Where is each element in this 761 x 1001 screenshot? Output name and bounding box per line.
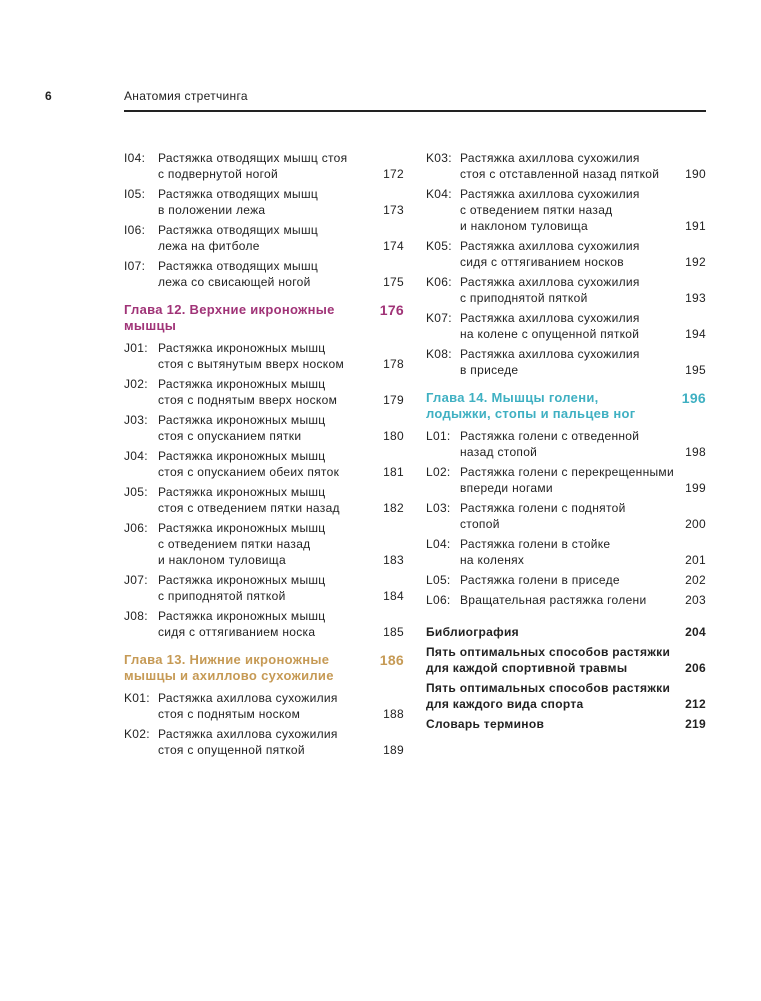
toc-entry[interactable] [124,690,404,722]
entry-text-line: Растяжка ахиллова сухожилия [460,275,640,289]
toc-entry[interactable] [124,608,404,640]
entry-text-line: Растяжка икроножных мышц [158,449,326,463]
entry-code: K05: [426,239,452,253]
entry-code: J02: [124,377,148,391]
toc-entry[interactable] [426,150,706,182]
entry-text-line: Растяжка отводящих мышц [158,259,319,273]
entry-text-line: на коленях [460,553,525,567]
chapter-page-ref: 186 [379,652,404,668]
page-ref: 174 [383,239,404,253]
backmatter-entry[interactable] [426,680,706,712]
entry-text-line: стоя с опусканием обеих пяток [158,465,340,479]
page-ref: 183 [383,553,404,567]
entry-text-line: назад стопой [460,445,538,459]
chapter-title-line: Глава 13. Нижние икроножные [124,652,330,667]
backmatter-text-line: Пять оптимальных способов растяжки [426,645,671,659]
page-ref: 173 [383,203,404,217]
page-ref: 188 [383,707,404,721]
chapter-title-line: Глава 14. Мышцы голени, [426,390,599,405]
toc-entry[interactable] [426,536,706,568]
entry-code: J07: [124,573,148,587]
chapter-title-line: мышцы и ахиллово сухожилие [124,668,334,683]
entry-text-line: впереди ногами [460,481,553,495]
entry-text-line: Растяжка икроножных мышц [158,485,326,499]
spacer [426,612,706,624]
toc-group-j [124,340,404,640]
entry-text-line: Растяжка отводящих мышц [158,223,319,237]
running-title: Анатомия стретчинга [124,89,248,103]
entry-code: K03: [426,151,452,165]
entry-code: K08: [426,347,452,361]
entry-text-line: с отведением пятки назад [460,203,613,217]
entry-text-line: Растяжка отводящих мышц [158,187,319,201]
toc-entry[interactable] [426,572,706,588]
header-rule [124,110,706,112]
toc-entry[interactable] [426,464,706,496]
page-ref: 202 [685,573,706,587]
page-ref: 184 [383,589,404,603]
entry-code: L06: [426,593,451,607]
entry-text-line: Растяжка ахиллова сухожилия [460,347,640,361]
page-ref: 190 [685,167,706,181]
backmatter-text-line: для каждого вида спорта [426,697,584,711]
toc-entry[interactable] [124,186,404,218]
entry-code: K04: [426,187,452,201]
entry-text-line: Растяжка ахиллова сухожилия [158,727,338,741]
entry-text-line: стоя с поднятым вверх носком [158,393,338,407]
entry-text-line: Растяжка ахиллова сухожилия [460,151,640,165]
chapter-page-ref: 176 [379,302,404,318]
toc-entry[interactable] [124,448,404,480]
entry-text-line: стоя с опусканием пятки [158,429,302,443]
page-ref: 195 [685,363,706,377]
entry-text-line: с отведением пятки назад [158,537,311,551]
entry-text-line: стоя с отставленной назад пяткой [460,167,660,181]
entry-text-line: в положении лежа [158,203,266,217]
page-ref: 198 [685,445,706,459]
toc-entry[interactable] [124,572,404,604]
backmatter-text-line: Словарь терминов [426,717,545,731]
toc-entry[interactable] [124,258,404,290]
toc-right-column [426,150,706,736]
entry-text-line: и наклоном туловища [460,219,588,233]
page-ref: 179 [383,393,404,407]
entry-code: J05: [124,485,148,499]
page-number: 6 [45,89,52,103]
entry-code: I04: [124,151,146,165]
entry-code: J01: [124,341,148,355]
entry-text-line: сидя с оттягиванием носка [158,625,316,639]
entry-code: L05: [426,573,451,587]
page-ref: 175 [383,275,404,289]
toc-entry[interactable] [426,500,706,532]
entry-code: L02: [426,465,451,479]
entry-text-line: Растяжка ахиллова сухожилия [460,311,640,325]
entry-text-line: Растяжка ахиллова сухожилия [460,239,640,253]
page-ref: 181 [383,465,404,479]
toc-entry[interactable] [426,186,706,234]
toc-entry[interactable] [426,592,706,608]
toc-entry[interactable] [426,310,706,342]
entry-text-line: лежа на фитболе [158,239,260,253]
chapter-12-heading[interactable] [124,302,404,334]
entry-text-line: в приседе [460,363,519,377]
page-ref: 182 [383,501,404,515]
chapter-13-heading[interactable] [124,652,404,684]
toc-entry[interactable] [124,726,404,758]
entry-code: I07: [124,259,146,273]
toc-entry[interactable] [124,376,404,408]
entry-text-line: Растяжка голени с отведенной [460,429,640,443]
toc-entry[interactable] [426,346,706,378]
toc-group-k-right [426,150,706,378]
entry-text-line: Растяжка ахиллова сухожилия [158,691,338,705]
entry-text-line: Растяжка отводящих мышц стоя [158,151,348,165]
entry-text-line: Растяжка голени с поднятой [460,501,626,515]
entry-text-line: стопой [460,517,500,531]
backmatter-text-line: Пять оптимальных способов растяжки [426,681,671,695]
backmatter-entry[interactable] [426,624,706,640]
page-ref: 212 [685,697,706,711]
entry-code: J04: [124,449,148,463]
entry-text-line: и наклоном туловища [158,553,286,567]
backmatter-entry[interactable] [426,644,706,676]
entry-code: I06: [124,223,146,237]
page-ref: 178 [383,357,404,371]
page-ref: 193 [685,291,706,305]
entry-code: J08: [124,609,148,623]
page-ref: 204 [685,625,706,639]
page-ref: 192 [685,255,706,269]
toc-entry[interactable] [124,520,404,568]
entry-code: K02: [124,727,150,741]
entry-text-line: Растяжка икроножных мышц [158,521,326,535]
entry-text-line: Растяжка икроножных мышц [158,377,326,391]
entry-text-line: Растяжка ахиллова сухожилия [460,187,640,201]
chapter-14-heading[interactable] [426,390,706,422]
entry-text-line: Растяжка голени в стойке [460,537,611,551]
entry-text-line: с подвернутой ногой [158,167,279,181]
toc-entry[interactable] [124,222,404,254]
toc-group-k-left [124,690,404,758]
page-ref: 185 [383,625,404,639]
backmatter-text-line: Библиография [426,625,519,639]
entry-code: L03: [426,501,451,515]
entry-code: L04: [426,537,451,551]
entry-text-line: Растяжка икроножных мышц [158,341,326,355]
entry-text-line: с приподнятой пяткой [158,589,286,603]
entry-text-line: на колене с опущенной пяткой [460,327,640,341]
entry-code: K06: [426,275,452,289]
toc-group-l [426,428,706,608]
toc-entry[interactable] [426,238,706,270]
page-ref: 172 [383,167,404,181]
entry-text-line: Растяжка голени с перекрещенными [460,465,674,479]
entry-text-line: лежа со свисающей ногой [158,275,311,289]
toc-entry[interactable] [124,150,404,182]
chapter-title-line: Глава 12. Верхние икроножные [124,302,335,317]
entry-text-line: сидя с оттягиванием носков [460,255,624,269]
entry-text-line: Растяжка икроножных мышц [158,609,326,623]
entry-code: L01: [426,429,451,443]
toc-group-i [124,150,404,290]
page-ref: 199 [685,481,706,495]
entry-text-line: с приподнятой пяткой [460,291,588,305]
entry-text-line: стоя с отведением пятки назад [158,501,340,515]
page-ref: 201 [685,553,706,567]
toc-left-column [124,150,404,762]
entry-text-line: Растяжка икроножных мышц [158,573,326,587]
chapter-page-ref: 196 [681,390,706,406]
entry-text-line: Растяжка икроножных мышц [158,413,326,427]
page-ref: 206 [685,661,706,675]
chapter-title-line: мышцы [124,318,177,333]
toc-entry[interactable] [124,340,404,372]
page-ref: 219 [685,717,706,731]
entry-text-line: стоя с вытянутым вверх носком [158,357,344,371]
page-ref: 203 [685,593,706,607]
entry-code: I05: [124,187,146,201]
entry-text-line: стоя с опущенной пяткой [158,743,305,757]
entry-code: K01: [124,691,150,705]
toc-entry[interactable] [124,484,404,516]
entry-text-line: стоя с поднятым носком [158,707,301,721]
entry-text-line: Растяжка голени в приседе [460,573,620,587]
page-ref: 191 [685,219,706,233]
backmatter-entry[interactable] [426,716,706,732]
entry-code: J06: [124,521,148,535]
toc-entry[interactable] [426,428,706,460]
toc-backmatter [426,624,706,732]
entry-code: J03: [124,413,148,427]
page-ref: 180 [383,429,404,443]
page-ref: 200 [685,517,706,531]
backmatter-text-line: для каждой спортивной травмы [426,661,628,675]
toc-entry[interactable] [426,274,706,306]
entry-text-line: Вращательная растяжка голени [460,593,647,607]
entry-code: K07: [426,311,452,325]
page-ref: 194 [685,327,706,341]
chapter-title-line: лодыжки, стопы и пальцев ног [426,406,636,421]
toc-entry[interactable] [124,412,404,444]
page-ref: 189 [383,743,404,757]
